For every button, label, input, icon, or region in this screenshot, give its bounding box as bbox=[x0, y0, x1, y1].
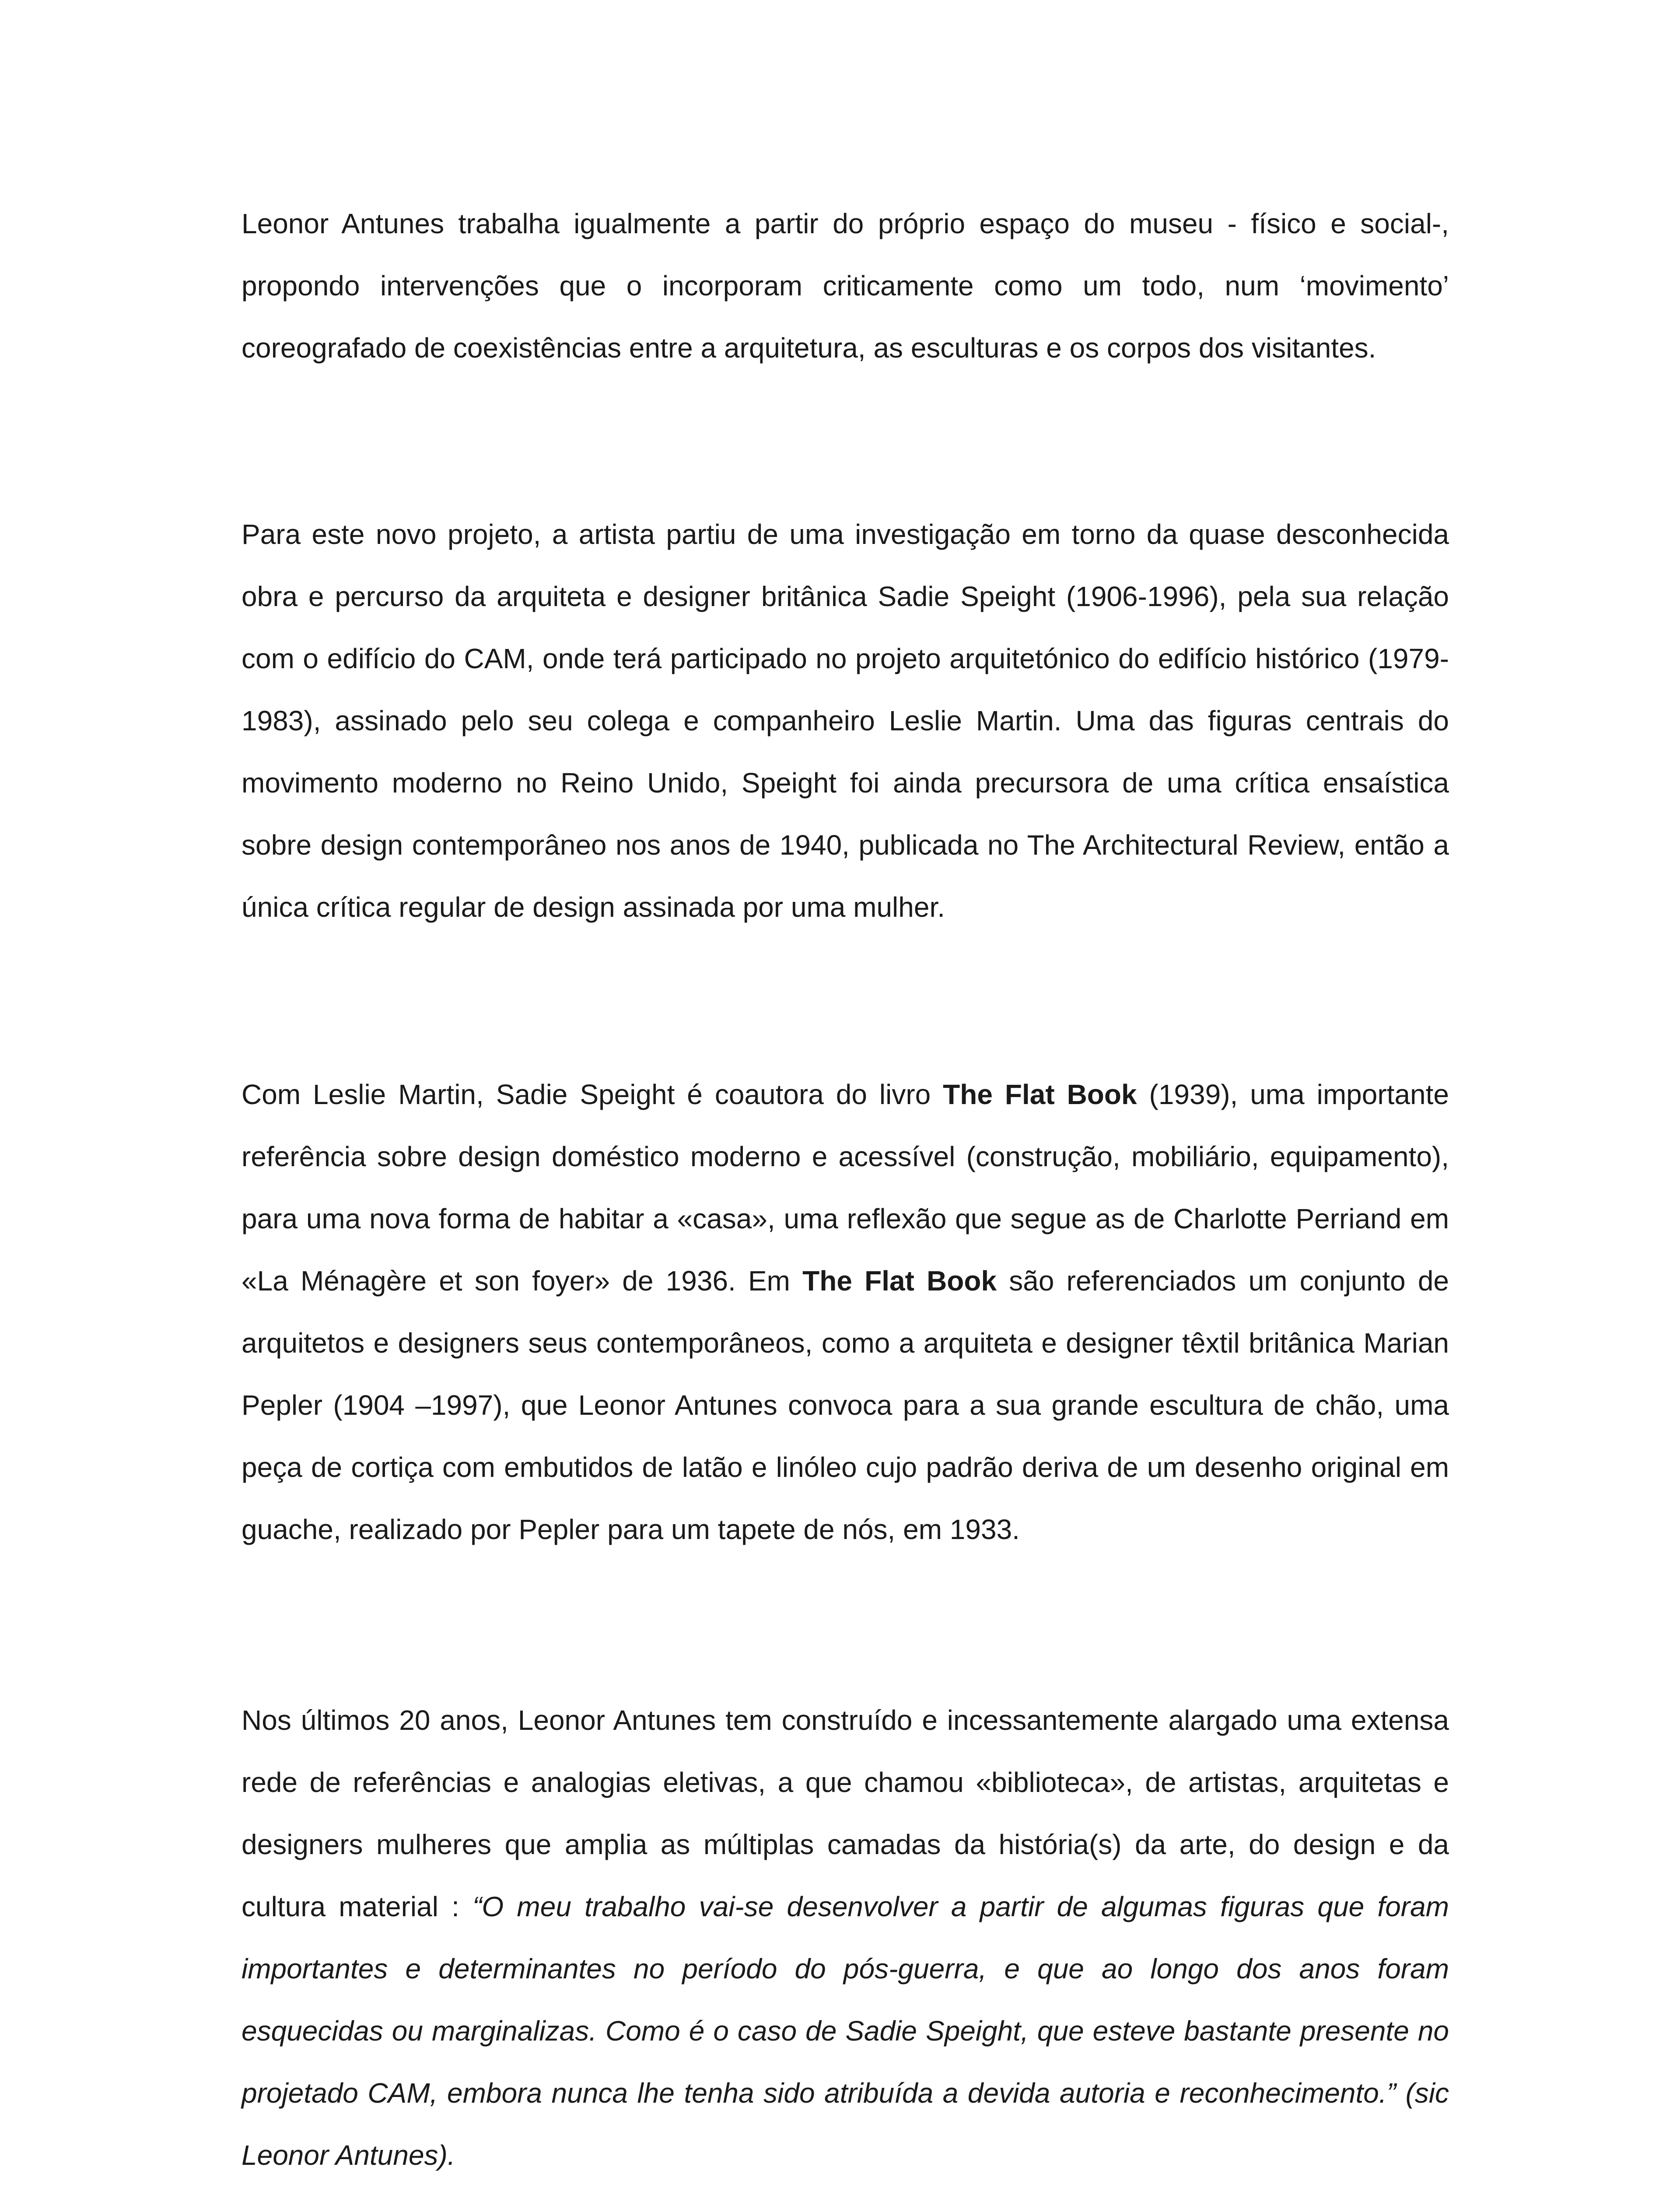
paragraph-text: Com Leslie Martin, Sadie Speight é coautora do livro bbox=[242, 1079, 943, 1110]
paragraph-library-quote bbox=[242, 1689, 1449, 2186]
paragraph-sadie-speight: Para este novo projeto, a artista partiu de uma investigação em torno da quase desconhecida obra e percurso da arquiteta e designer britânica Sadie Speight (1906-1996), pela sua relação com o edifício do CAM, onde terá participado no projeto arquitetónico do edifício histórico (1979-1983), assinado pelo seu colega e companheiro Leslie Martin. Uma das figuras centrais do movimento moderno no Reino Unido, Speight foi ainda precursora de uma crítica ensaística sobre design contemporâneo nos anos de 1940, publicada no The Architectural Review, então a única crítica regular de design assinada por uma mulher. bbox=[242, 519, 1449, 923]
paragraph-text: Nos últimos 20 anos, Leonor Antunes tem construído e incessantemente alargado uma extensa rede de referências e analogias eletivas, a que chamou «biblioteca», de artistas, arquitetas e designers mulheres que amplia as múltiplas camadas da história(s) da arte, do design e da cultura material : bbox=[242, 1704, 1449, 1922]
paragraph-text: (1939), uma importante referência sobre design doméstico moderno e acessível (construção, mobiliário, equipamento), para uma nova forma de habitar a «casa», uma reflexão que segue as de Charlotte Perriand em «La Ménagère et son foyer» de 1936. Em bbox=[242, 1079, 1449, 1297]
paragraph-museum-space: Leonor Antunes trabalha igualmente a partir do próprio espaço do museu - físico e social-, propondo intervenções que o incorporam criticamente como um todo, num ‘movimento’ coreografado de coexistências entre a arquitetura, as esculturas e os corpos dos visitantes. bbox=[242, 208, 1449, 364]
book-title: The Flat Book bbox=[943, 1079, 1137, 1110]
paragraph-text: são referenciados um conjunto de arquitetos e designers seus contemporâneos, como a arquiteta e designer têxtil britânica Marian Pepler (1904 –1997), que Leonor Antunes convoca para a sua grande escultura de chão, uma peça de cortiça com embutidos de latão e linóleo cujo padrão deriva de um desenho original em guache, realizado por Pepler para um tapete de nós, em 1933. bbox=[242, 1265, 1449, 1545]
artist-quote: “O meu trabalho vai-se desenvolver a partir de algumas figuras que foram importantes e determinantes no período do pós-guerra, e que ao longo dos anos foram esquecidas ou marginalizas. Como é o caso de Sadie Speight, que esteve bastante presente no projetado CAM, embora nunca lhe tenha sido atribuída a devida autoria e reconhecimento.” (sic Leonor Antunes). bbox=[242, 1891, 1449, 2171]
paragraph-flat-book bbox=[242, 1063, 1449, 1560]
book-title: The Flat Book bbox=[802, 1265, 997, 1297]
